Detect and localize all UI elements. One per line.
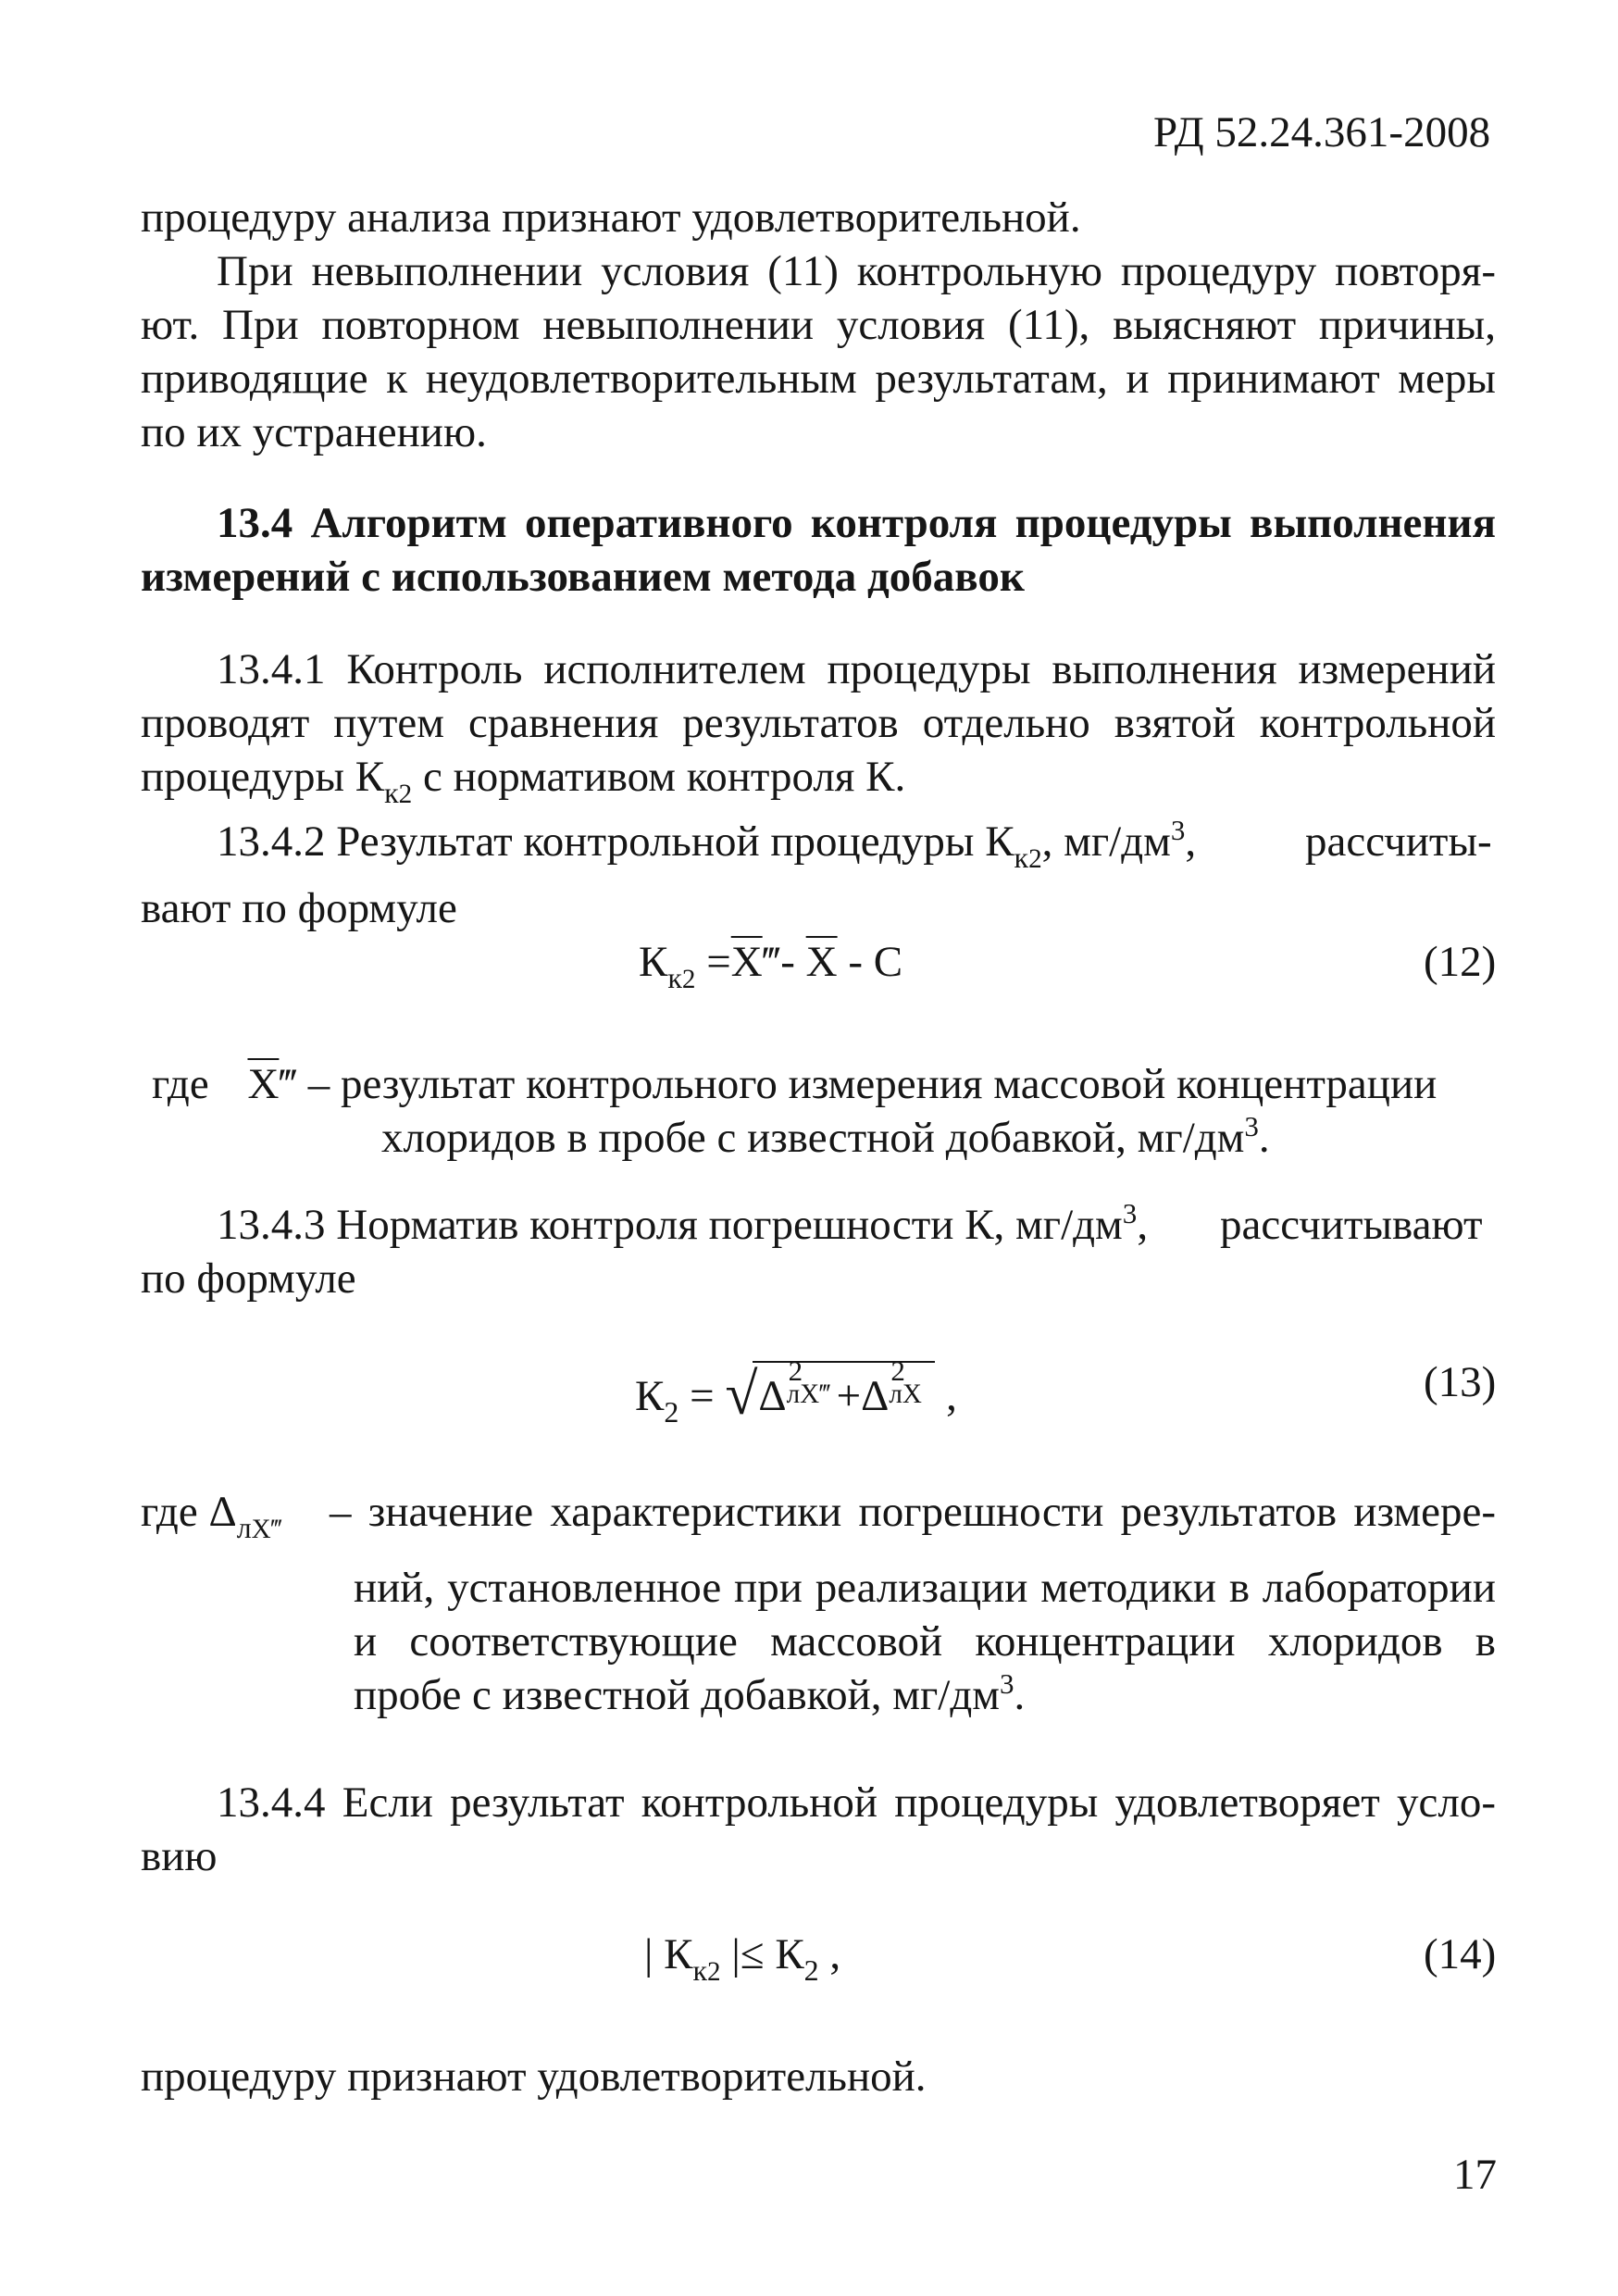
text-run: , xyxy=(1137,1201,1149,1249)
superscript: 3 xyxy=(1170,813,1186,846)
radicand xyxy=(753,1354,935,1420)
subscript: л xyxy=(236,1512,252,1545)
superscript: 2 xyxy=(788,1354,803,1388)
formula-text: = xyxy=(678,1372,726,1420)
clause-13-4-1-line xyxy=(141,753,906,810)
formula-14-number: (14) xyxy=(1424,1930,1497,1978)
formula-text: - xyxy=(780,938,806,986)
text-run: с нормативом контроля К. xyxy=(412,753,906,801)
formula-symbol: Δ xyxy=(861,1372,890,1420)
clause-13-4-4-line: вию xyxy=(141,1832,218,1880)
subscript: к xyxy=(667,962,682,995)
subscript: 2 xyxy=(803,1954,819,1988)
formula-symbol-overlined: $\overline{X}$ xyxy=(730,938,763,986)
text-run: 13.4.3 Норматив контроля погрешности К, мг/дм xyxy=(217,1201,1123,1249)
subscript: лХ‴ xyxy=(786,1379,831,1410)
text-run: процедуры К xyxy=(141,753,385,801)
clause-13-4-1-line: 13.4.1 Контроль исполнителем процедуры выполнения измерений xyxy=(217,645,1496,693)
radical-sign: √ xyxy=(725,1361,758,1427)
formula-12-number: (12) xyxy=(1424,938,1497,986)
superscript: 3 xyxy=(1000,1666,1014,1700)
section-title: 13.4 Алгоритм оперативного контроля процедуры выполнения xyxy=(217,499,1496,547)
section-title-cont: измерений с использованием метода добавок xyxy=(141,553,1025,601)
formula-symbol: К xyxy=(639,938,668,986)
index-stack xyxy=(786,1354,831,1410)
sub-subscript: 2 xyxy=(398,780,413,810)
superscript: 3 xyxy=(1122,1196,1138,1229)
page-number: 17 xyxy=(1453,2151,1497,2199)
formula-text: , xyxy=(935,1372,957,1420)
square-root xyxy=(725,1354,935,1427)
index-stack xyxy=(889,1354,929,1410)
sub-subscript: Х‴ xyxy=(251,1515,282,1545)
clause-13-4-2-line: вают по формуле xyxy=(141,884,457,932)
clause-13-4-1-line: проводят путем сравнения результатов отдельно взятой контрольной xyxy=(141,699,1496,747)
subscript: к xyxy=(1014,842,1029,875)
clause-13-4-3-line xyxy=(217,1196,1149,1249)
formula-symbol-overlined: $\overline{X}$ xyxy=(805,938,838,986)
clause-13-4-3-line-end: рассчитывают xyxy=(1220,1201,1483,1249)
formula-symbol: Δ xyxy=(758,1372,787,1420)
text-run: . xyxy=(1014,1671,1026,1719)
formula-text: , xyxy=(818,1930,841,1978)
formula-text: | К xyxy=(644,1930,693,1978)
text-run: хлоридов в пробе с известной добавкой, мг/дм xyxy=(381,1114,1245,1162)
subscript: лХ xyxy=(889,1379,922,1410)
formula-text: |≤ К xyxy=(720,1930,804,1978)
where-12-line xyxy=(152,1060,1438,1108)
formula-text: + xyxy=(836,1372,862,1420)
document-id: РД 52.24.361-2008 xyxy=(1153,108,1491,156)
formula-text: ‴ xyxy=(762,938,781,986)
formula-12 xyxy=(639,938,903,995)
clause-13-4-2-line xyxy=(217,813,1197,875)
paragraph-line: ют. При повторном невыполнении условия (11), выясняют причины, xyxy=(141,301,1496,349)
paragraph-line: процедуру анализа признают удовлетворительной. xyxy=(141,193,1081,242)
clause-13-4-2-line-end: рассчиты- xyxy=(1305,817,1492,866)
where-13-line: – значение характеристики погрешности результатов измере- xyxy=(330,1488,1496,1536)
subscript: к xyxy=(384,777,399,810)
paragraph-line: по их устранению. xyxy=(141,408,487,456)
sub-subscript: 2 xyxy=(681,965,696,995)
subscript: 2 xyxy=(664,1396,679,1429)
text-run: 13.4.2 Результат контрольной процедуры К xyxy=(217,817,1014,866)
text-run: – результат контрольного измерения массовой концентрации xyxy=(297,1060,1438,1108)
clause-13-4-3-line: по формуле xyxy=(141,1254,356,1303)
text-run: где xyxy=(152,1060,209,1108)
formula-symbol-overlined: $\overline{X}$ xyxy=(247,1060,280,1108)
where-13-line xyxy=(141,1488,282,1545)
where-13-line: и соответствующие массовой концентрации хлоридов в xyxy=(354,1617,1496,1666)
subscript: к xyxy=(692,1954,708,1988)
text-run: , мг/дм xyxy=(1041,817,1171,866)
closing-line: процедуру признают удовлетворительной. xyxy=(141,2053,927,2101)
formula-text: = xyxy=(695,938,731,986)
formula-14 xyxy=(644,1930,841,1988)
where-12-line xyxy=(381,1109,1270,1162)
where-13-line: ний, установленное при реализации методики в лаборатории xyxy=(354,1564,1496,1612)
text-run: ‴ xyxy=(279,1060,297,1108)
superscript: 2 xyxy=(890,1354,905,1388)
text-run: пробе с известной добавкой, мг/дм xyxy=(354,1671,1001,1719)
formula-13 xyxy=(635,1354,957,1429)
formula-symbol: К xyxy=(635,1372,665,1420)
text-run: . xyxy=(1258,1114,1270,1162)
superscript: 3 xyxy=(1244,1109,1259,1142)
paragraph-line: приводящие к неудовлетворительным результатам, и принимают меры xyxy=(141,355,1496,403)
text-run: где Δ xyxy=(141,1488,237,1536)
sub-subscript: 2 xyxy=(1028,844,1042,875)
paragraph-line: При невыполнении условия (11) контрольную процедуру повторя- xyxy=(217,247,1496,295)
where-13-line xyxy=(354,1666,1026,1719)
sub-subscript: 2 xyxy=(707,1957,721,1988)
formula-text: - С xyxy=(837,938,903,986)
clause-13-4-4-line: 13.4.4 Если результат контрольной процедуры удовлетворяет усло- xyxy=(217,1778,1496,1827)
text-run: , xyxy=(1185,817,1197,866)
formula-13-number: (13) xyxy=(1424,1358,1497,1406)
